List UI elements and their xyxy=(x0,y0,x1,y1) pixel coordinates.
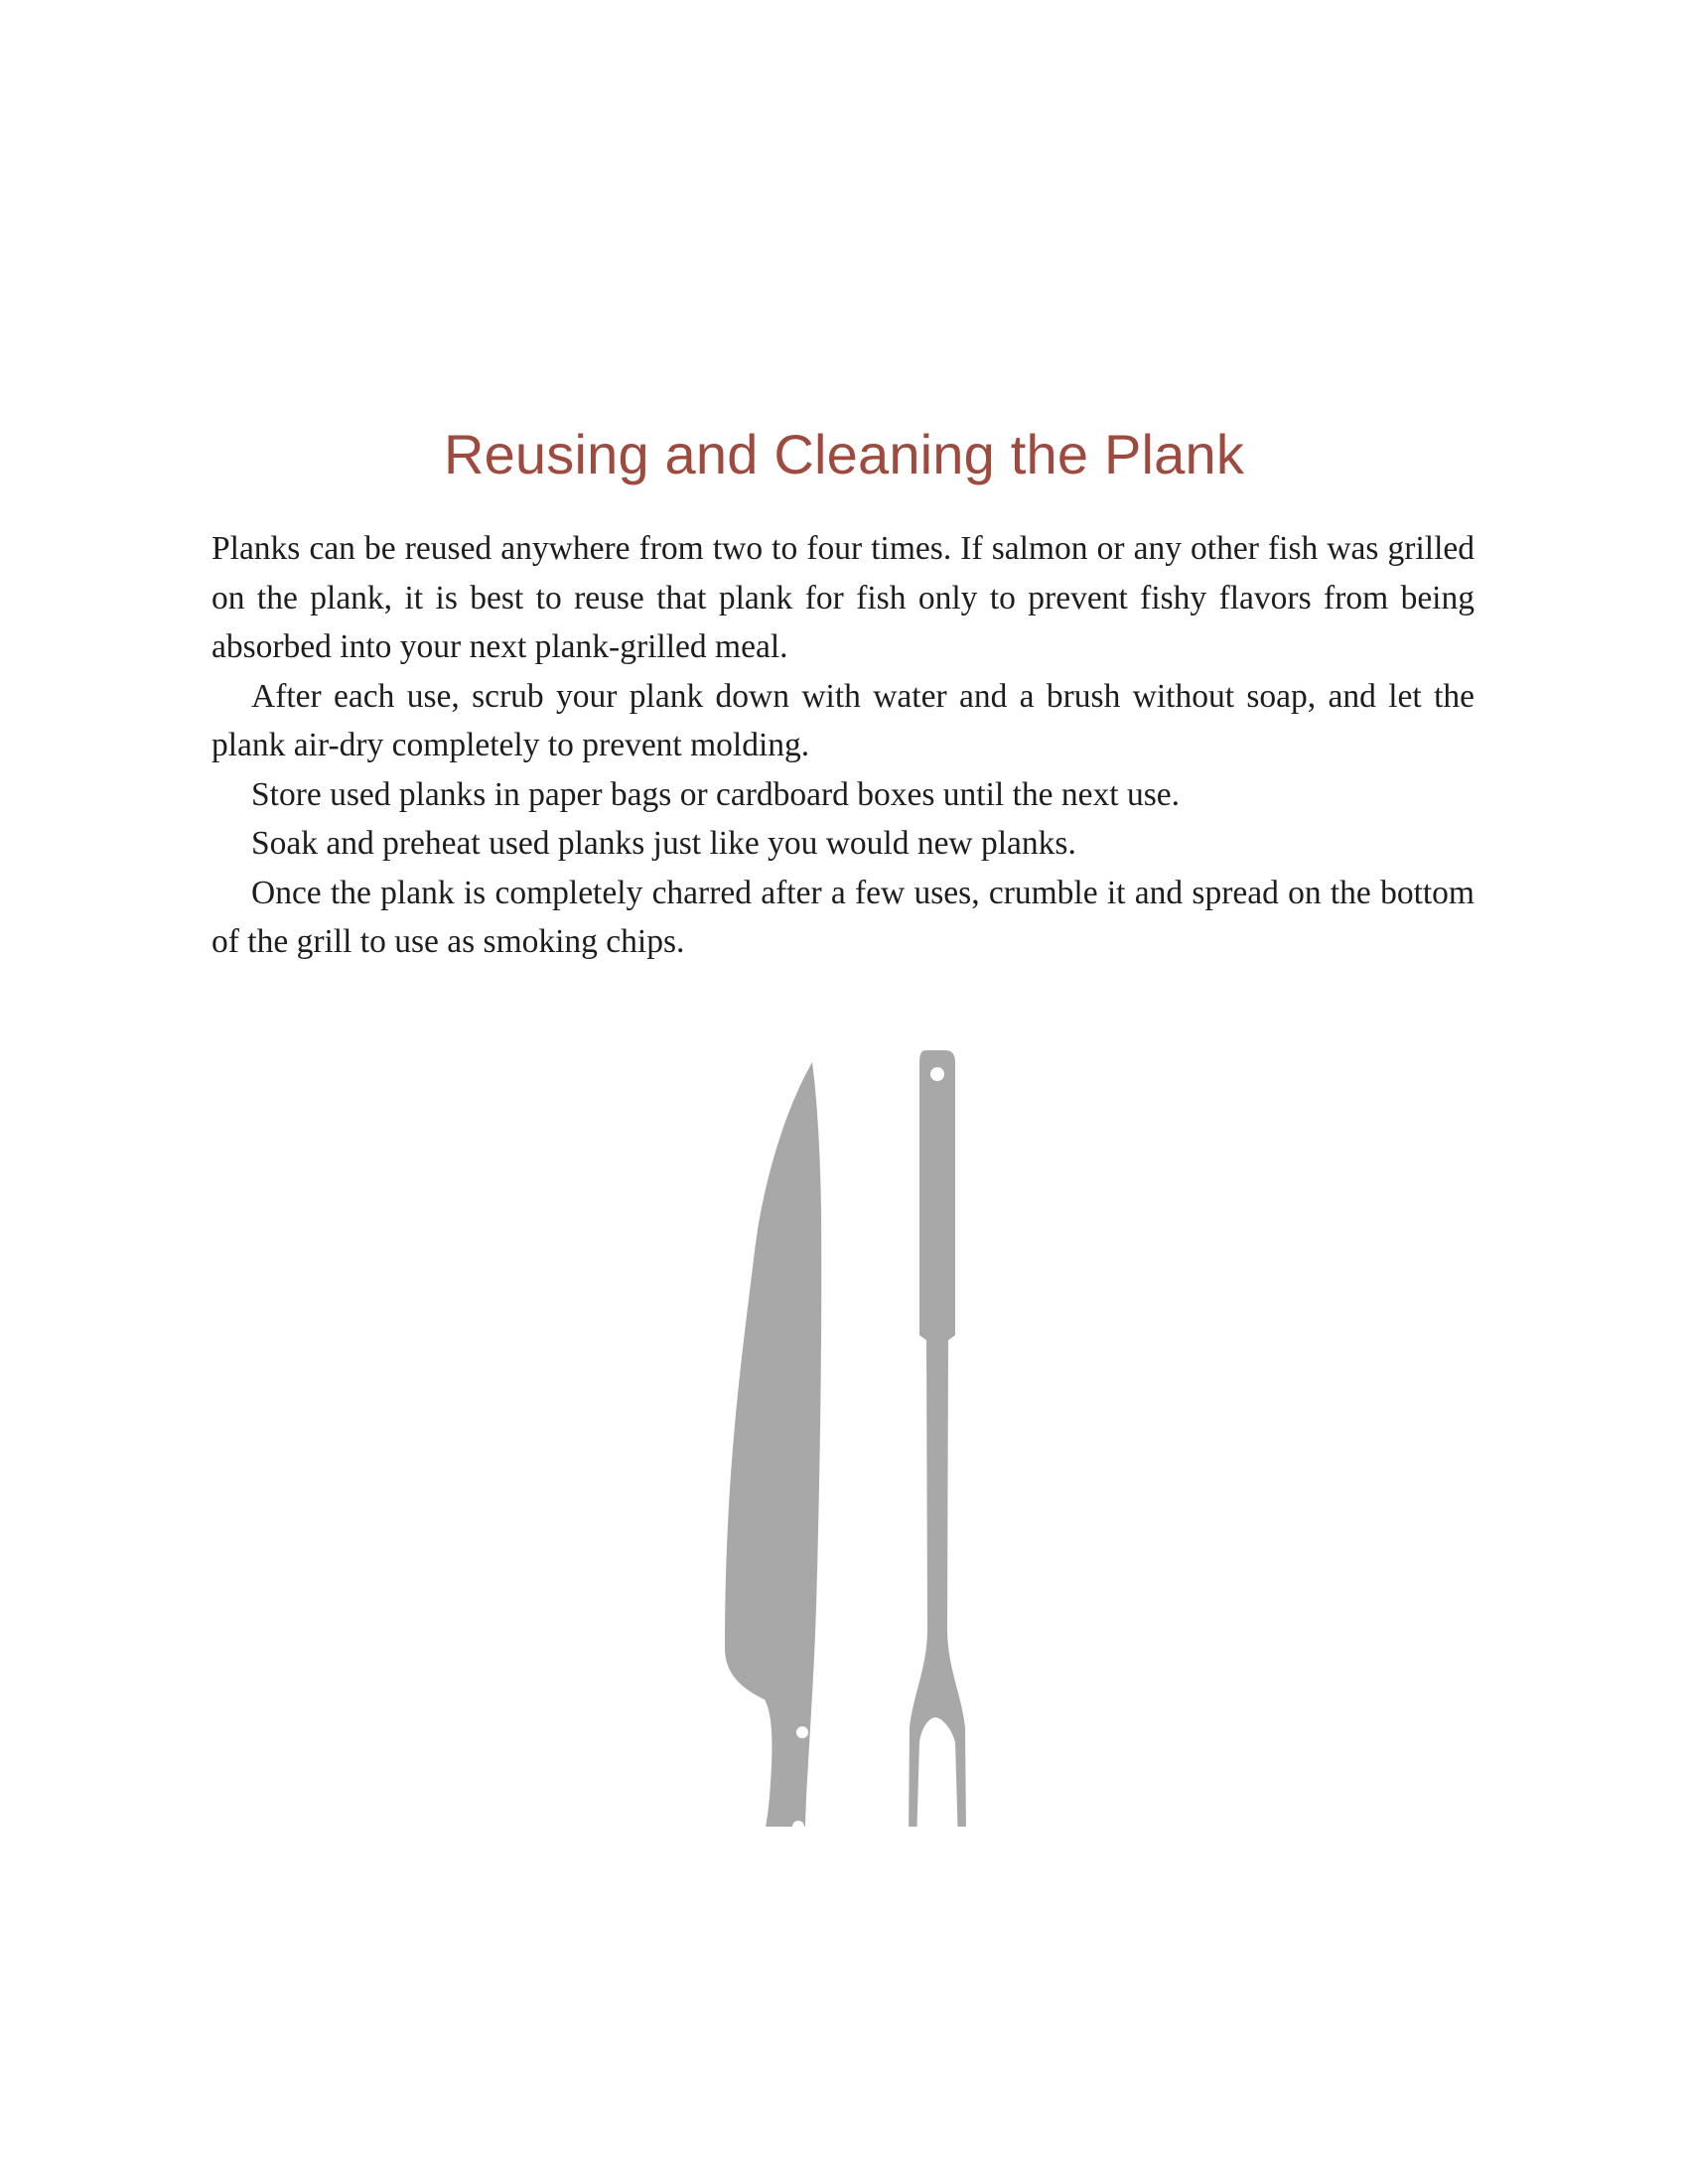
chef-knife-icon xyxy=(725,1062,821,1827)
page-title: Reusing and Cleaning the Plank xyxy=(443,423,1245,485)
paragraph-scrub: After each use, scrub your plank down with water and a brush without soap, and let the plank air-dry completely to prevent molding. xyxy=(211,677,1475,763)
paragraph-soak: Soak and preheat used planks just like you would new planks. xyxy=(251,825,1076,862)
paragraph-charred: Once the plank is completely charred after a few uses, crumble it and spread on the bottom of the grill to use as smoking chips. xyxy=(211,874,1475,960)
knife-and-fork-illustration xyxy=(695,1032,1013,1827)
paragraph-store: Store used planks in paper bags or cardboard boxes until the next use. xyxy=(251,775,1180,813)
body-text xyxy=(211,524,1475,967)
carving-fork-icon xyxy=(908,1050,967,1827)
paragraph-reuse: Planks can be reused anywhere from two to four times. If salmon or any other fish was grilled on the plank, it is best to reuse that plank for fish only to prevent fishy flavors from being absorbed into your next plank-grilled meal. xyxy=(211,530,1475,665)
